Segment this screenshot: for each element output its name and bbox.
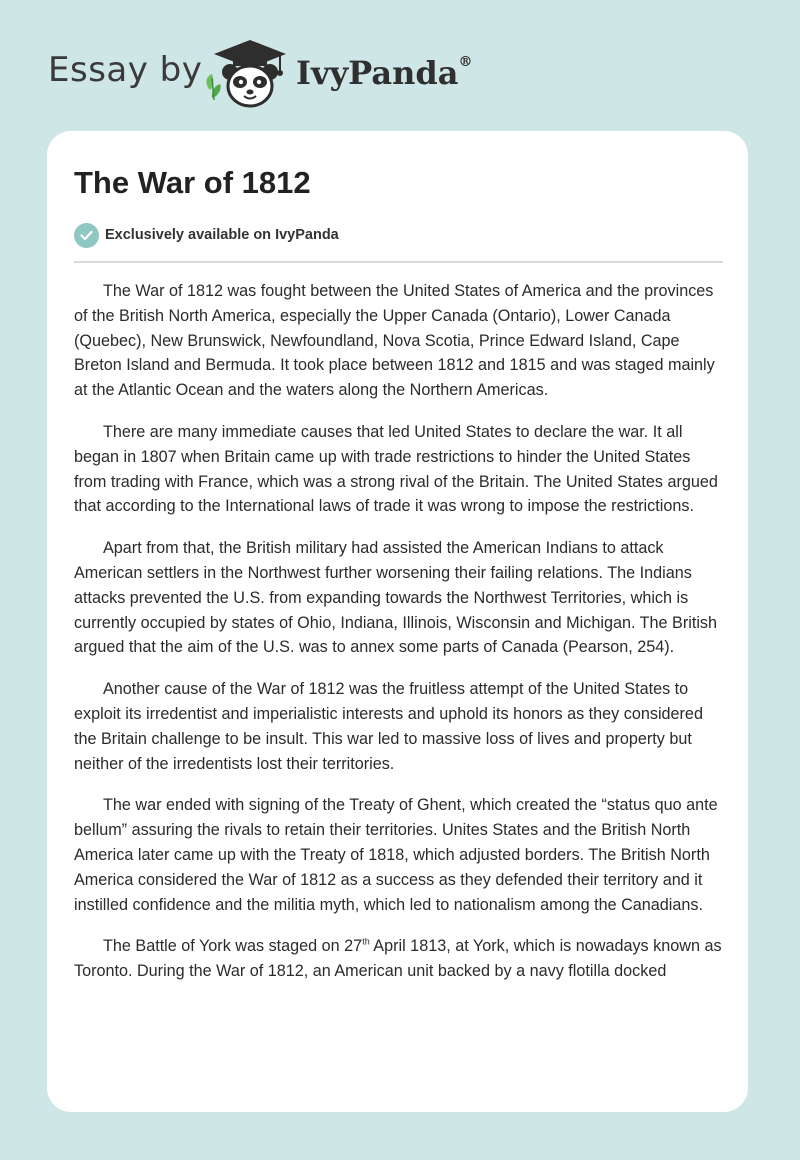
paragraph: The Battle of York was staged on 27th April 1813, at York, which is nowadays known as Toronto. During the War of 1812, an American unit backed by a navy flotilla docked <box>74 936 722 981</box>
exclusive-badge <box>74 222 339 248</box>
check-circle-icon <box>74 223 99 248</box>
site-header <box>0 0 800 130</box>
brand-name[interactable]: IvyPanda® <box>296 54 473 92</box>
paragraph: The war ended with signing of the Treaty of Ghent, which created the “status quo ante bellum” assuring the rivals to retain their territories. Unites States and the British North America later came up with the Treaty of 1818, which adjusted borders. The British North America considered the War of 1812 as a success as they defended their territory and it instilled confidence and the militia myth, which led to nationalism among the Canadians. <box>74 796 718 914</box>
registered-mark: ® <box>458 54 473 71</box>
essay-title: The War of 1812 <box>74 165 311 200</box>
panda-graduate-icon[interactable] <box>200 38 292 108</box>
essay-card <box>47 131 748 1112</box>
brand-prefix: Essay by <box>48 50 203 90</box>
divider <box>74 261 723 263</box>
paragraph: Apart from that, the British military had assisted the American Indians to attack American settlers in the Northwest further worsening their failing relations. The Indians attacks prevented the U.S. from expanding towards the Northwest Territories, which is currently occupied by states of Ohio, Indiana, Illinois, Wisconsin and Michigan. The British argued that the aim of the U.S. was to annex some parts of Canada (Pearson, 254). <box>74 539 718 657</box>
paragraph: The War of 1812 was fought between the United States of America and the provinces of the British North America, especially the Upper Canada (Ontario), Lower Canada (Quebec), New Brunswick, Newfoundland, Nova Scotia, Prince Edward Island, Cape Breton Island and Bermuda. It took place between 1812 and 1815 and was staged mainly at the Atlantic Ocean and the waters along the Northern Americas. <box>74 282 715 400</box>
essay-body <box>74 279 726 1001</box>
paragraph: There are many immediate causes that led United States to declare the war. It all began in 1807 when Britain came up with trade restrictions to hinder the United States from trading with France, which was a strong rival of the Britain. The United States argued that according to the International laws of trade it was wrong to impose the restrictions. <box>74 422 718 516</box>
exclusive-label: Exclusively available on IvyPanda <box>105 227 339 243</box>
paragraph: Another cause of the War of 1812 was the fruitless attempt of the United States to exploit its irredentist and imperialistic interests and uphold its honors as they considered the Britain challenge to be insult. This war led to massive loss of lives and property but neither of the irredentists lost their territories. <box>74 680 703 773</box>
